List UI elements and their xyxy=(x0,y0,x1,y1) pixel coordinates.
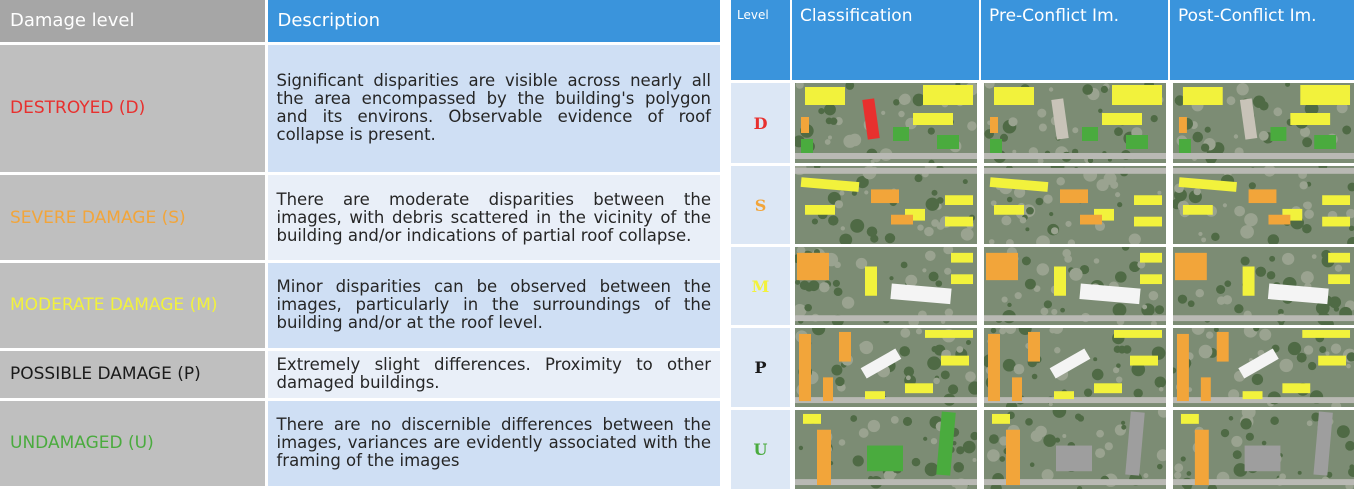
level-moderate: MODERATE DAMAGE (M) xyxy=(0,262,266,349)
grid-level-s: S xyxy=(731,166,790,244)
level-severe: SEVERE DAMAGE (S) xyxy=(0,173,266,261)
level-possible: POSSIBLE DAMAGE (P) xyxy=(0,349,266,399)
image-p-post-conflict xyxy=(1173,328,1354,407)
description-possible: Extremely slight differences. Proximity to other damaged buildings. xyxy=(266,349,720,399)
image-u-post-conflict xyxy=(1173,410,1354,489)
description-undamaged: There are no discernible differences between the images, variances are evidently associated with the framing of the images xyxy=(266,399,720,487)
description-moderate: Minor disparities can be observed between the images, particularly in the surroundings of the building and/or at the roof level. xyxy=(266,262,720,349)
table-row-destroyed xyxy=(0,43,720,173)
image-s-pre-conflict xyxy=(984,166,1166,244)
grid-level-d: D xyxy=(731,83,790,163)
image-p-pre-conflict xyxy=(984,328,1166,407)
image-u-classification xyxy=(795,410,977,489)
table-row-severe xyxy=(0,173,720,261)
image-p-classification xyxy=(795,328,977,407)
image-s-post-conflict xyxy=(1173,166,1354,244)
table-row-moderate xyxy=(0,262,720,349)
grid-header-post-conflict: Post-Conflict Im. xyxy=(1170,0,1354,80)
grid-level-p: P xyxy=(731,328,790,407)
level-destroyed: DESTROYED (D) xyxy=(0,43,266,173)
image-m-pre-conflict xyxy=(984,247,1166,325)
description-severe: There are moderate disparities between the images, with debris scattered in the vicinity of the building and/or indications of partial roof collapse. xyxy=(266,173,720,261)
header-description: Description xyxy=(266,0,720,43)
imagery-grid xyxy=(731,0,1354,489)
image-d-pre-conflict xyxy=(984,83,1166,163)
image-d-classification xyxy=(795,83,977,163)
description-destroyed: Significant disparities are visible across nearly all the area encompassed by the building's polygon and its environs. Observable evidence of roof collapse is present. xyxy=(266,43,720,173)
image-d-post-conflict xyxy=(1173,83,1354,163)
grid-header-classification: Classification xyxy=(792,0,979,80)
grid-level-u: U xyxy=(731,410,790,489)
table-row-possible xyxy=(0,349,720,399)
image-u-pre-conflict xyxy=(984,410,1166,489)
image-m-classification xyxy=(795,247,977,325)
grid-header-pre-conflict: Pre-Conflict Im. xyxy=(981,0,1168,80)
header-damage-level: Damage level xyxy=(0,0,266,43)
grid-header-level: Level xyxy=(731,0,790,80)
grid-level-m: M xyxy=(731,247,790,325)
image-m-post-conflict xyxy=(1173,247,1354,325)
level-undamaged: UNDAMAGED (U) xyxy=(0,399,266,487)
image-s-classification xyxy=(795,166,977,244)
table-row-undamaged xyxy=(0,399,720,487)
